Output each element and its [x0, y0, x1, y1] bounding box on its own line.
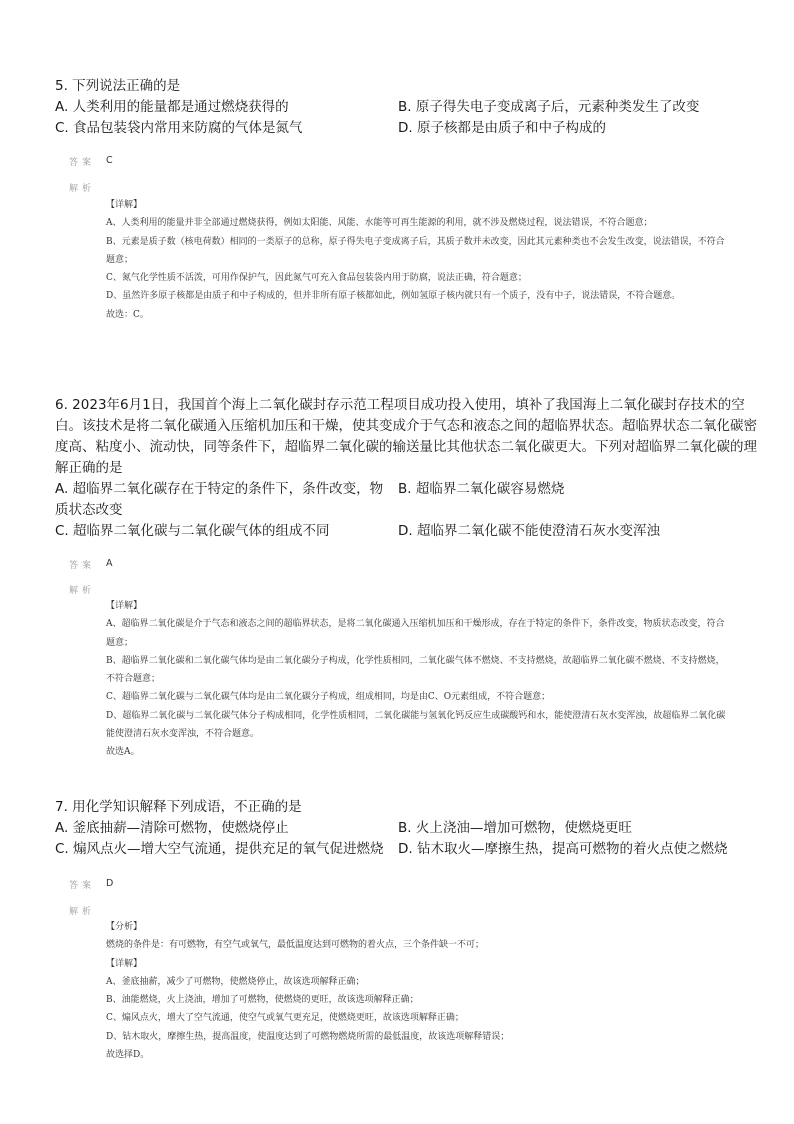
detail-line: B、油能燃烧，火上浇油，增加了可燃物，使燃烧的更旺，故该选项解释正确； [106, 995, 419, 1006]
analysis-label: 解析 [69, 586, 96, 596]
analysis-label: 解析 [69, 907, 96, 917]
detail-line: 【详解】 [106, 601, 143, 611]
option-b: B. 原子得失电子变成离子后，元素种类发生了改变 [398, 99, 700, 115]
question-6 [55, 395, 770, 758]
detail-line: B、元素是质子数（核电荷数）相同的一类原子的总称，原子得失电子变成离子后，其质子数并未改变，因此其元素种类也不会发生改变，说法错误，不符合题意； [106, 236, 725, 265]
options [55, 97, 770, 139]
option-c: C. 煽风点火—增大空气流通，提供充足的氧气促进燃烧 [55, 841, 384, 857]
answer-value: A [106, 558, 113, 569]
option-b: B. 超临界二氧化碳容易燃烧 [398, 481, 565, 497]
option-a: A. 人类利用的能量都是通过燃烧获得的 [55, 99, 289, 115]
answer-value: C [106, 155, 113, 166]
detail-line: C、超临界二氧化碳与二氧化碳气体均是由二氧化碳分子构成，组成相同，均是由C、O元素组成，不符合题意； [106, 692, 551, 703]
question-7 [55, 797, 770, 1061]
question-5 [55, 76, 770, 320]
options [55, 479, 770, 542]
detail-line: 【详解】 [106, 200, 143, 210]
detail-line: A、釜底抽薪，减少了可燃物，使燃烧停止，故该选项解释正确； [106, 976, 365, 987]
detail-line: D、钻木取火，摩擦生热，提高温度，使温度达到了可燃物燃烧所需的最低温度，故该选项解释错误； [106, 1031, 510, 1042]
option-c: C. 食品包装袋内常用来防腐的气体是氮气 [55, 120, 303, 136]
detail-line: 故选择D。 [106, 1050, 150, 1061]
option-b: B. 火上浇油—增加可燃物，使燃烧更旺 [398, 820, 632, 836]
option-d: D. 原子核都是由质子和中子构成的 [398, 120, 606, 136]
analysis-detail [106, 597, 728, 762]
detail-line: C、煽风点火，增大了空气流通，使空气或氧气更充足，使燃烧更旺，故该选项解释正确； [106, 1013, 464, 1024]
detail-line: A、超临界二氧化碳是介于气态和液态之间的超临界状态，是将二氧化碳通入压缩机加压和干燥形成，存在于特定的条件下，条件改变，物质状态改变，符合题意； [106, 619, 725, 648]
detail-line: B、超临界二氧化碳和二氧化碳气体均是由二氧化碳分子构成，化学性质相同，二氧化碳气体不燃烧、不支持燃烧，故超临界二氧化碳不燃烧、不支持燃烧，不符合题意； [106, 655, 725, 685]
option-a: A. 釜底抽薪—清除可燃物，使燃烧停止 [55, 820, 289, 836]
option-c: C. 超临界二氧化碳与二氧化碳气体的组成不同 [55, 523, 330, 539]
answer-label: 答案 [69, 881, 96, 891]
answer-label: 答案 [69, 158, 96, 168]
detail-line: 故选A。 [106, 747, 140, 758]
options [55, 818, 770, 860]
detail-line: D、虽然许多原子核都是由质子和中子构成的，但并非所有原子核都如此，例如氢原子核内就只有一个质子，没有中子，说法错误，不符合题意。 [106, 291, 681, 302]
detail-line: A、人类利用的能量并非全部通过燃烧获得，例如太阳能、风能、水能等可再生能源的利用，就不涉及燃烧过程，说法错误，不符合题意； [106, 218, 653, 229]
analysis-detail [106, 918, 728, 1064]
detail-line: C、氮气化学性质不活泼，可用作保护气，因此氮气可充入食品包装袋内用于防腐，说法正确，符合题意； [106, 273, 527, 284]
detail-line: 故选：C。 [106, 309, 149, 320]
analysis-label: 解析 [69, 184, 96, 194]
question-stem: 6. 2023年6月1日，我国首个海上二氧化碳封存示范工程项目成功投入使用，填补了我国海上二氧化碳封存技术的空白。该技术是将二氧化碳通入压缩机加压和干燥，使其变成介于气态和液态之间的超临界状态。超临界状态二氧化碳密度高、粘度小、流动快，同等条件下，超临界二氧化碳的输送量比其他状态二氧化碳更大。下列对超临界二氧化碳的理解正确的是 [55, 397, 757, 476]
answer-value: D [106, 878, 114, 889]
analysis-detail [106, 196, 728, 324]
option-d: D. 超临界二氧化碳不能使澄清石灰水变浑浊 [398, 523, 660, 539]
detail-line: 【分析】 [106, 922, 143, 932]
detail-line: D、超临界二氧化碳与二氧化碳气体分子构成相同，化学性质相同，二氧化碳能与氢氧化钙反应生成碳酸钙和水，能使澄清石灰水变浑浊，故超临界二氧化碳能使澄清石灰水变浑浊，不符合题意。 [106, 710, 726, 740]
detail-line: 【详解】 [106, 958, 143, 969]
option-a: A. 超临界二氧化碳存在于特定的条件下，条件改变，物质状态改变 [55, 481, 384, 518]
detail-line: 燃烧的条件是：有可燃物，有空气或氧气，最低温度达到可燃物的着火点，三个条件缺一不可； [106, 940, 485, 951]
option-d: D. 钻木取火—摩擦生热，提高可燃物的着火点使之燃烧 [398, 841, 728, 857]
question-stem: 5. 下列说法正确的是 [55, 78, 181, 94]
question-stem: 7. 用化学知识解释下列成语，不正确的是 [55, 799, 302, 815]
answer-label: 答案 [69, 561, 96, 571]
